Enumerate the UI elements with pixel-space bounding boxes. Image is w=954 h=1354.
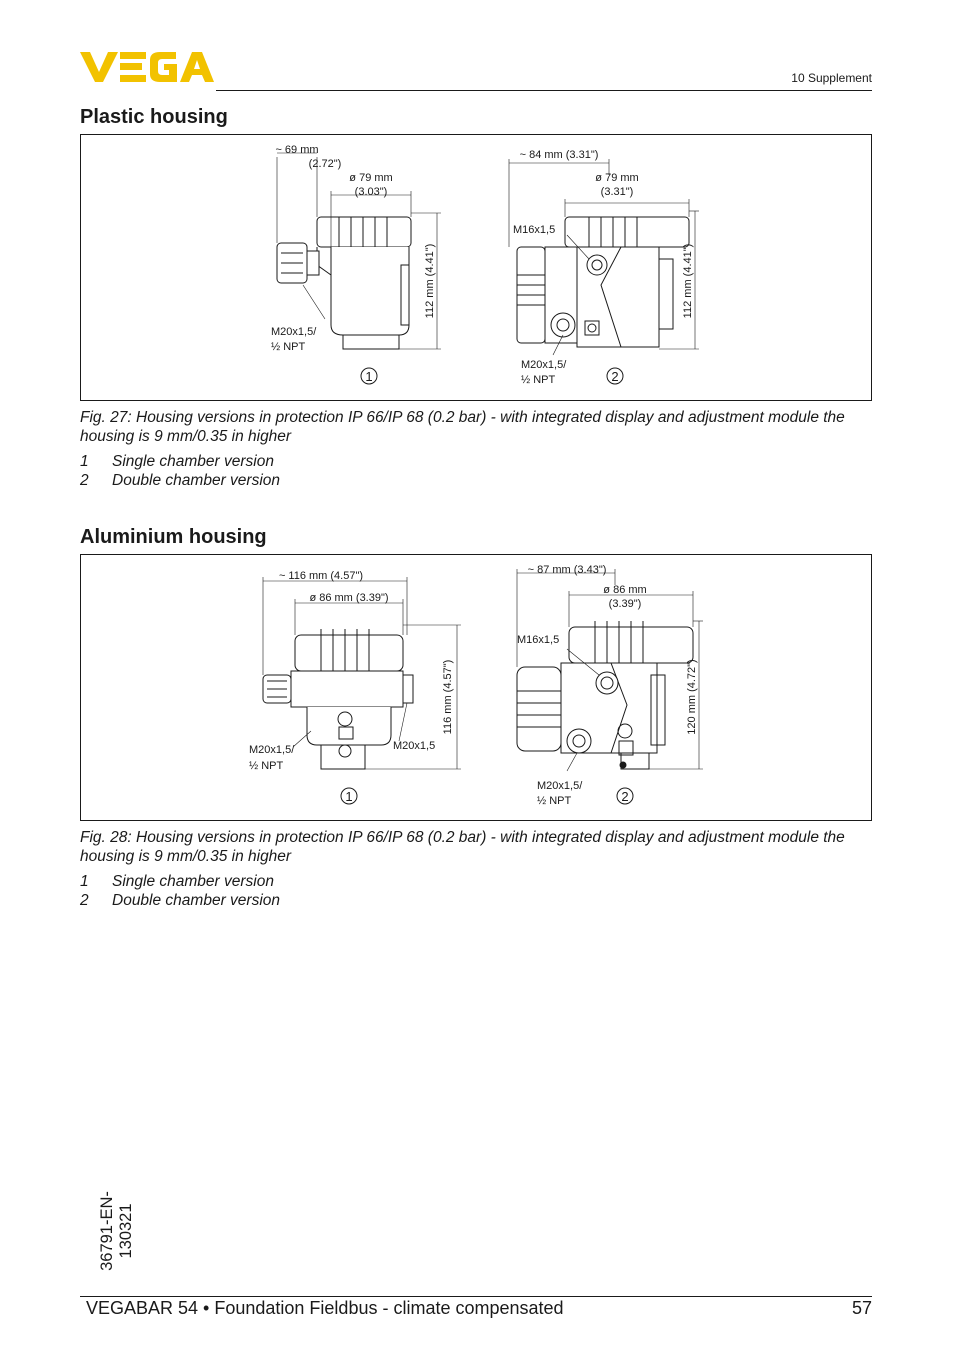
plastic-housing-drawing [81, 135, 873, 402]
section-label: 10 Supplement [791, 71, 872, 85]
legend-item: 2 Double chamber version [80, 892, 281, 909]
legend-item: 2 Double chamber version [80, 472, 281, 489]
dim-alu-double-m16: M16x1,5 [517, 634, 560, 646]
dim-alu-double-thread: M20x1,5/ [537, 780, 583, 792]
dim-alu-single-width: ~ 116 mm (4.57") [278, 570, 364, 582]
footer-title: VEGABAR 54 • Foundation Fieldbus - climate compensated [86, 1298, 564, 1318]
dim-single-thread: M20x1,5/ [271, 326, 317, 338]
aluminium-housing-drawing [81, 555, 873, 822]
dim-alu-double-dia-in: (3.39") [608, 598, 642, 610]
dim-alu-double-thread-npt: ½ NPT [537, 795, 572, 807]
dim-alu-single-height: 116 mm (4.57") [442, 659, 454, 735]
figure-plastic-housing [80, 134, 872, 401]
page-number: 57 [851, 1298, 872, 1318]
dim-alu-single-thread-right: M20x1,5 [393, 740, 436, 752]
dim-single-width-in: (2.72") [308, 158, 342, 170]
dim-alu-double-height: 120 mm (4.72") [686, 659, 698, 735]
dim-single-height: 112 mm (4.41") [424, 243, 436, 319]
dim-single-width: ~ 69 mm [275, 144, 319, 156]
dim-double-dia-in: (3.31") [600, 186, 634, 198]
footer-rule [80, 1296, 872, 1297]
document-id: 36791-EN-130321 [98, 1191, 135, 1271]
section-heading-plastic: Plastic housing [80, 106, 228, 128]
dim-double-m16: M16x1,5 [513, 224, 556, 236]
dim-alu-double-dia: ø 86 mm [603, 584, 647, 596]
dim-alu-double-width: ~ 87 mm (3.43") [527, 564, 607, 576]
callout-1: 1 [365, 369, 373, 384]
header-rule [216, 90, 872, 91]
section-heading-aluminium: Aluminium housing [80, 526, 267, 548]
dim-double-dia: ø 79 mm [595, 172, 639, 184]
vega-logo [80, 50, 214, 84]
figure-caption-27: Fig. 27: Housing versions in protection IP 66/IP 68 (0.2 bar) - with integrated display and adjustment module the housing is 9 mm/0.35 in higher [80, 409, 845, 445]
dim-single-dia: ø 79 mm [349, 172, 393, 184]
figure-aluminium-housing [80, 554, 872, 821]
callout-2: 2 [621, 789, 629, 804]
dim-alu-single-dia: ø 86 mm (3.39") [309, 592, 389, 604]
dim-single-dia-in: (3.03") [354, 186, 388, 198]
dim-single-thread-npt: ½ NPT [271, 341, 306, 353]
callout-1: 1 [345, 789, 353, 804]
dim-alu-single-thread-npt: ½ NPT [249, 760, 284, 772]
dim-alu-single-thread: M20x1,5/ [249, 744, 295, 756]
legend-item: 1 Single chamber version [80, 453, 274, 470]
dim-double-width: ~ 84 mm (3.31") [519, 149, 599, 161]
dim-double-thread: M20x1,5/ [521, 359, 567, 371]
dim-double-height: 112 mm (4.41") [682, 243, 694, 319]
legend-item: 1 Single chamber version [80, 873, 274, 890]
callout-2: 2 [611, 369, 619, 384]
figure-caption-28: Fig. 28: Housing versions in protection IP 66/IP 68 (0.2 bar) - with integrated display and adjustment module the housing is 9 mm/0.35 in higher [80, 829, 845, 865]
dim-double-thread-npt: ½ NPT [521, 374, 556, 386]
